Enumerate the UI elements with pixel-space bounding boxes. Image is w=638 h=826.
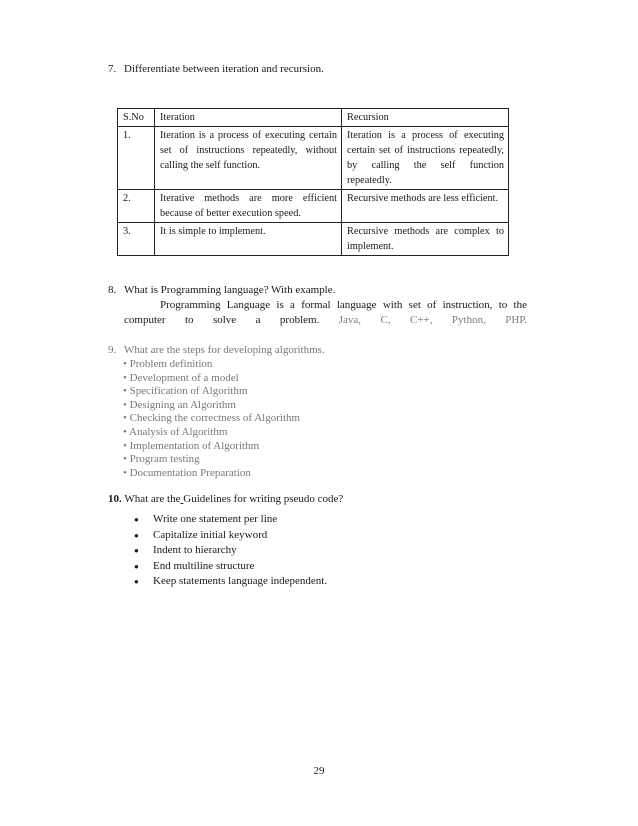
question-7 — [108, 63, 324, 75]
list-item: • Designing an Algorithm — [123, 398, 236, 411]
question-text: What are the steps for developing algorithms. — [124, 344, 325, 356]
question-text: Differentiate between iteration and recursion. — [124, 63, 324, 75]
page-number: 29 — [313, 765, 325, 777]
question-number: 8. — [108, 284, 117, 296]
question-9 — [108, 344, 325, 356]
table-cell: Iteration is a process of executing certain set of instructions repeatedly, by calling the self function repeatedly. — [342, 127, 509, 190]
list-item: • Analysis of Algorithm — [123, 425, 228, 438]
table-cell: Iteration is a process of executing certain set of instructions repeatedly, without calling the self function. — [155, 127, 342, 190]
algorithm-steps-list — [123, 358, 300, 480]
table-cell: 2. — [118, 190, 155, 223]
list-item: • Implementation of Algorithm — [123, 439, 260, 452]
table-cell: 1. — [118, 127, 155, 190]
question-text-start: What are the — [124, 493, 181, 505]
answer-text: Programming Language is a formal language with set of instruction, to the computer to solve a problem. Java, C, C++, Python, PHP. — [124, 299, 527, 326]
question-text: What is Programming language? With example. — [124, 284, 336, 296]
list-item: • Documentation Preparation — [123, 466, 251, 479]
list-item: ● Write one statement per line — [134, 512, 327, 528]
question-number: 7. — [108, 63, 117, 75]
table-cell: Iterative methods are more efficient because of better execution speed. — [155, 190, 342, 223]
table-header: S.No — [118, 109, 155, 127]
list-item: • Checking the correctness of Algorithm — [123, 412, 301, 425]
question-number: 9. — [108, 344, 117, 356]
table-header: Iteration — [155, 109, 342, 127]
table-header-row — [118, 109, 509, 127]
table-row — [118, 190, 509, 223]
question-8 — [108, 284, 335, 296]
table-cell: Recursive methods are less efficient. — [342, 190, 509, 223]
table-row — [118, 127, 509, 190]
table-cell: It is simple to implement. — [155, 223, 342, 256]
table-cell: Recursive methods are complex to implement. — [342, 223, 509, 256]
list-item: ● Capitalize initial keyword — [134, 528, 327, 544]
table-row — [118, 223, 509, 256]
question-text-end: Guidelines for writing pseudo code? — [183, 493, 344, 505]
list-item: ● Indent to hierarchy — [134, 543, 327, 559]
list-item: • Program testing — [123, 453, 200, 466]
pseudocode-guidelines-list — [134, 512, 327, 590]
table-header: Recursion — [342, 109, 509, 127]
list-item: ● End multiline structure — [134, 559, 327, 575]
iteration-recursion-table — [117, 108, 509, 256]
list-item: • Specification of Algorithm — [123, 385, 248, 398]
list-item: • Problem definition — [123, 358, 213, 370]
question-number: 10. — [108, 493, 122, 505]
list-item: ● Keep statements language independent. — [134, 574, 327, 590]
question-10 — [108, 493, 343, 505]
answer-8 — [124, 298, 527, 328]
table-cell: 3. — [118, 223, 155, 256]
example-languages: Java, C, C++, Python, PHP. — [338, 314, 527, 326]
list-item: • Development of a model — [123, 371, 239, 384]
